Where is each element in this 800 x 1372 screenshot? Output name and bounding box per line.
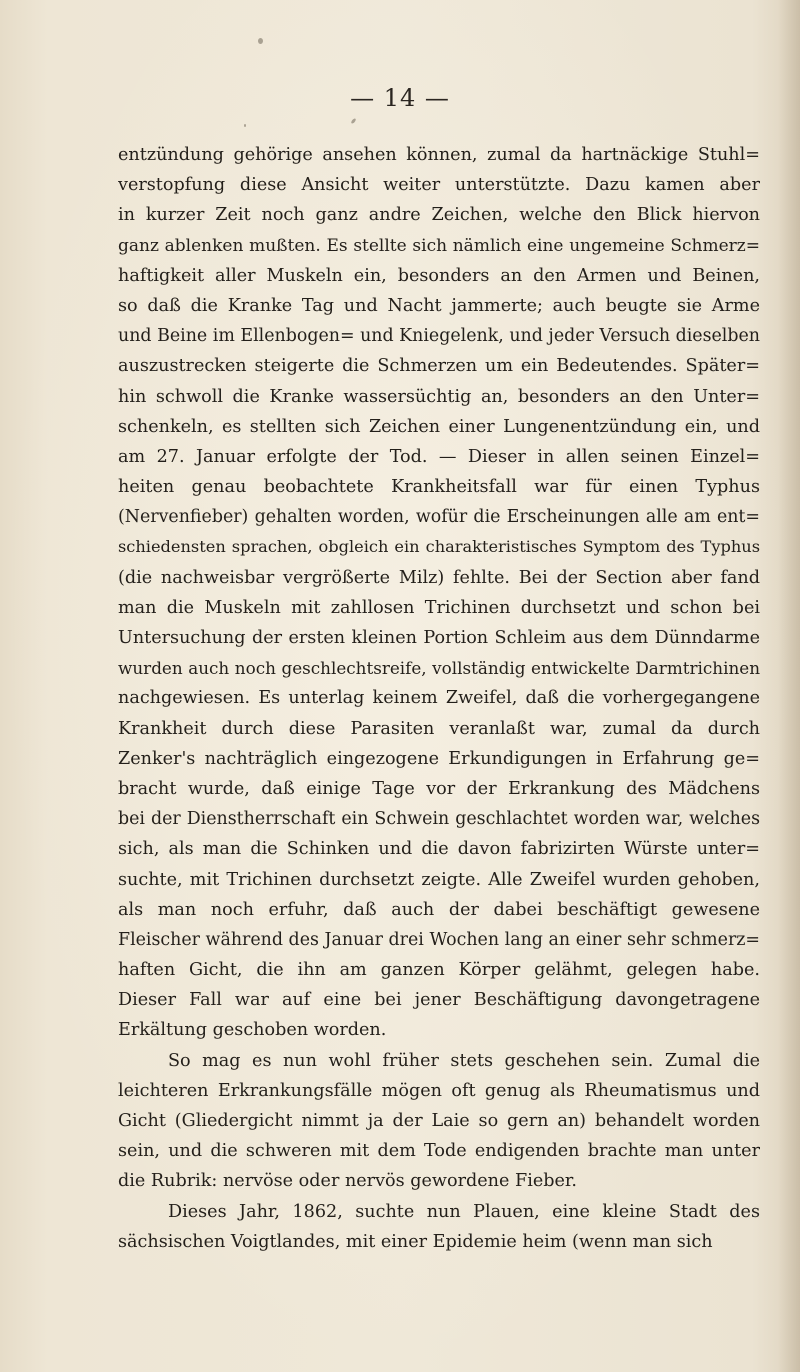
text-line: verstopfung diese Ansicht weiter unterstützte. Dazu kamen aber <box>118 175 760 196</box>
body-text <box>118 140 760 1257</box>
text-line: So mag es nun wohl früher stets geschehen sein. Zumal die <box>168 1050 760 1071</box>
text-line: (die nachweisbar vergrößerte Milz) fehlte. Bei der Section aber fand <box>118 567 760 588</box>
text-line: nachgewiesen. Es unterlag keinem Zweifel, daß die vorhergegangene <box>118 688 760 709</box>
text-line: Fleischer während des Januar drei Wochen lang an einer sehr schmerz= <box>118 929 760 950</box>
text-line: man die Muskeln mit zahllosen Trichinen durchsetzt und schon bei <box>118 597 760 618</box>
text-line: (Nervenfieber) gehalten worden, wofür die Erscheinungen alle am ent= <box>118 507 760 528</box>
text-line: haften Gicht, die ihn am ganzen Körper gelähmt, gelegen habe. <box>118 960 760 981</box>
text-line: suchte, mit Trichinen durchsetzt zeigte. Alle Zweifel wurden gehoben, <box>118 869 760 890</box>
text-line: Zenker's nachträglich eingezogene Erkundigungen in Erfahrung ge= <box>118 748 760 769</box>
text-line: leichteren Erkrankungsfälle mögen oft genug als Rheumatismus und <box>118 1080 760 1101</box>
text-line: als man noch erfuhr, daß auch der dabei beschäftigt gewesene <box>118 899 760 920</box>
ink-speck <box>258 38 263 44</box>
text-line: sich, als man die Schinken und die davon fabrizirten Würste unter= <box>118 839 760 860</box>
text-line: Erkältung geschoben worden. <box>118 1020 387 1041</box>
text-line: Gicht (Gliedergicht nimmt ja der Laie so gern an) behandelt worden <box>118 1111 760 1131</box>
paragraph <box>118 1046 760 1197</box>
text-line: haftigkeit aller Muskeln ein, besonders an den Armen und Beinen, <box>118 265 760 286</box>
ink-speck <box>350 118 356 125</box>
text-line: am 27. Januar erfolgte der Tod. — Dieser in allen seinen Einzel= <box>118 446 760 467</box>
text-line: die Rubrik: nervöse oder nervös gewordene Fieber. <box>118 1171 577 1192</box>
paragraph <box>118 140 760 1046</box>
page-edge-shadow <box>778 0 800 1372</box>
text-line: Krankheit durch diese Parasiten veranlaßt war, zumal da durch <box>118 718 760 739</box>
text-line: auszustrecken steigerte die Schmerzen um ein Bedeutendes. Später= <box>118 356 760 377</box>
text-line: Dieses Jahr, 1862, suchte nun Plauen, eine kleine Stadt des <box>168 1201 760 1222</box>
text-line: entzündung gehörige ansehen können, zumal da hartnäckige Stuhl= <box>118 145 760 165</box>
text-line: heiten genau beobachtete Krankheitsfall war für einen Typhus <box>118 477 760 498</box>
ink-speck <box>244 124 246 127</box>
text-line: bei der Dienstherrschaft ein Schwein geschlachtet worden war, welches <box>118 809 760 830</box>
text-line: bracht wurde, daß einige Tage vor der Erkrankung des Mädchens <box>118 778 760 799</box>
text-line: ganz ablenken mußten. Es stellte sich nämlich eine ungemeine Schmerz= <box>118 235 760 256</box>
page-number: — 14 — <box>350 84 450 112</box>
text-line: und Beine im Ellenbogen= und Kniegelenk, und jeder Versuch dieselben <box>118 326 760 347</box>
text-line: wurden auch noch geschlechtsreife, vollständig entwickelte Darmtrichinen <box>118 658 760 679</box>
text-line: Dieser Fall war auf eine bei jener Beschäftigung davongetragene <box>118 990 760 1011</box>
text-line: sein, und die schweren mit dem Tode endigenden brachte man unter <box>118 1141 760 1162</box>
text-line: sächsischen Voigtlandes, mit einer Epidemie heim (wenn man sich <box>118 1231 713 1252</box>
paragraph <box>118 1197 760 1257</box>
text-line: in kurzer Zeit noch ganz andre Zeichen, welche den Blick hiervon <box>118 205 760 226</box>
text-line: schiedensten sprachen, obgleich ein charakteristisches Symptom des Typhus <box>118 537 760 557</box>
text-line: hin schwoll die Kranke wassersüchtig an, besonders an den Unter= <box>118 386 760 407</box>
text-line: so daß die Kranke Tag und Nacht jammerte; auch beugte sie Arme <box>118 295 760 316</box>
text-line: Untersuchung der ersten kleinen Portion Schleim aus dem Dünndarme <box>118 628 760 648</box>
text-line: schenkeln, es stellten sich Zeichen einer Lungenentzündung ein, und <box>118 416 760 437</box>
